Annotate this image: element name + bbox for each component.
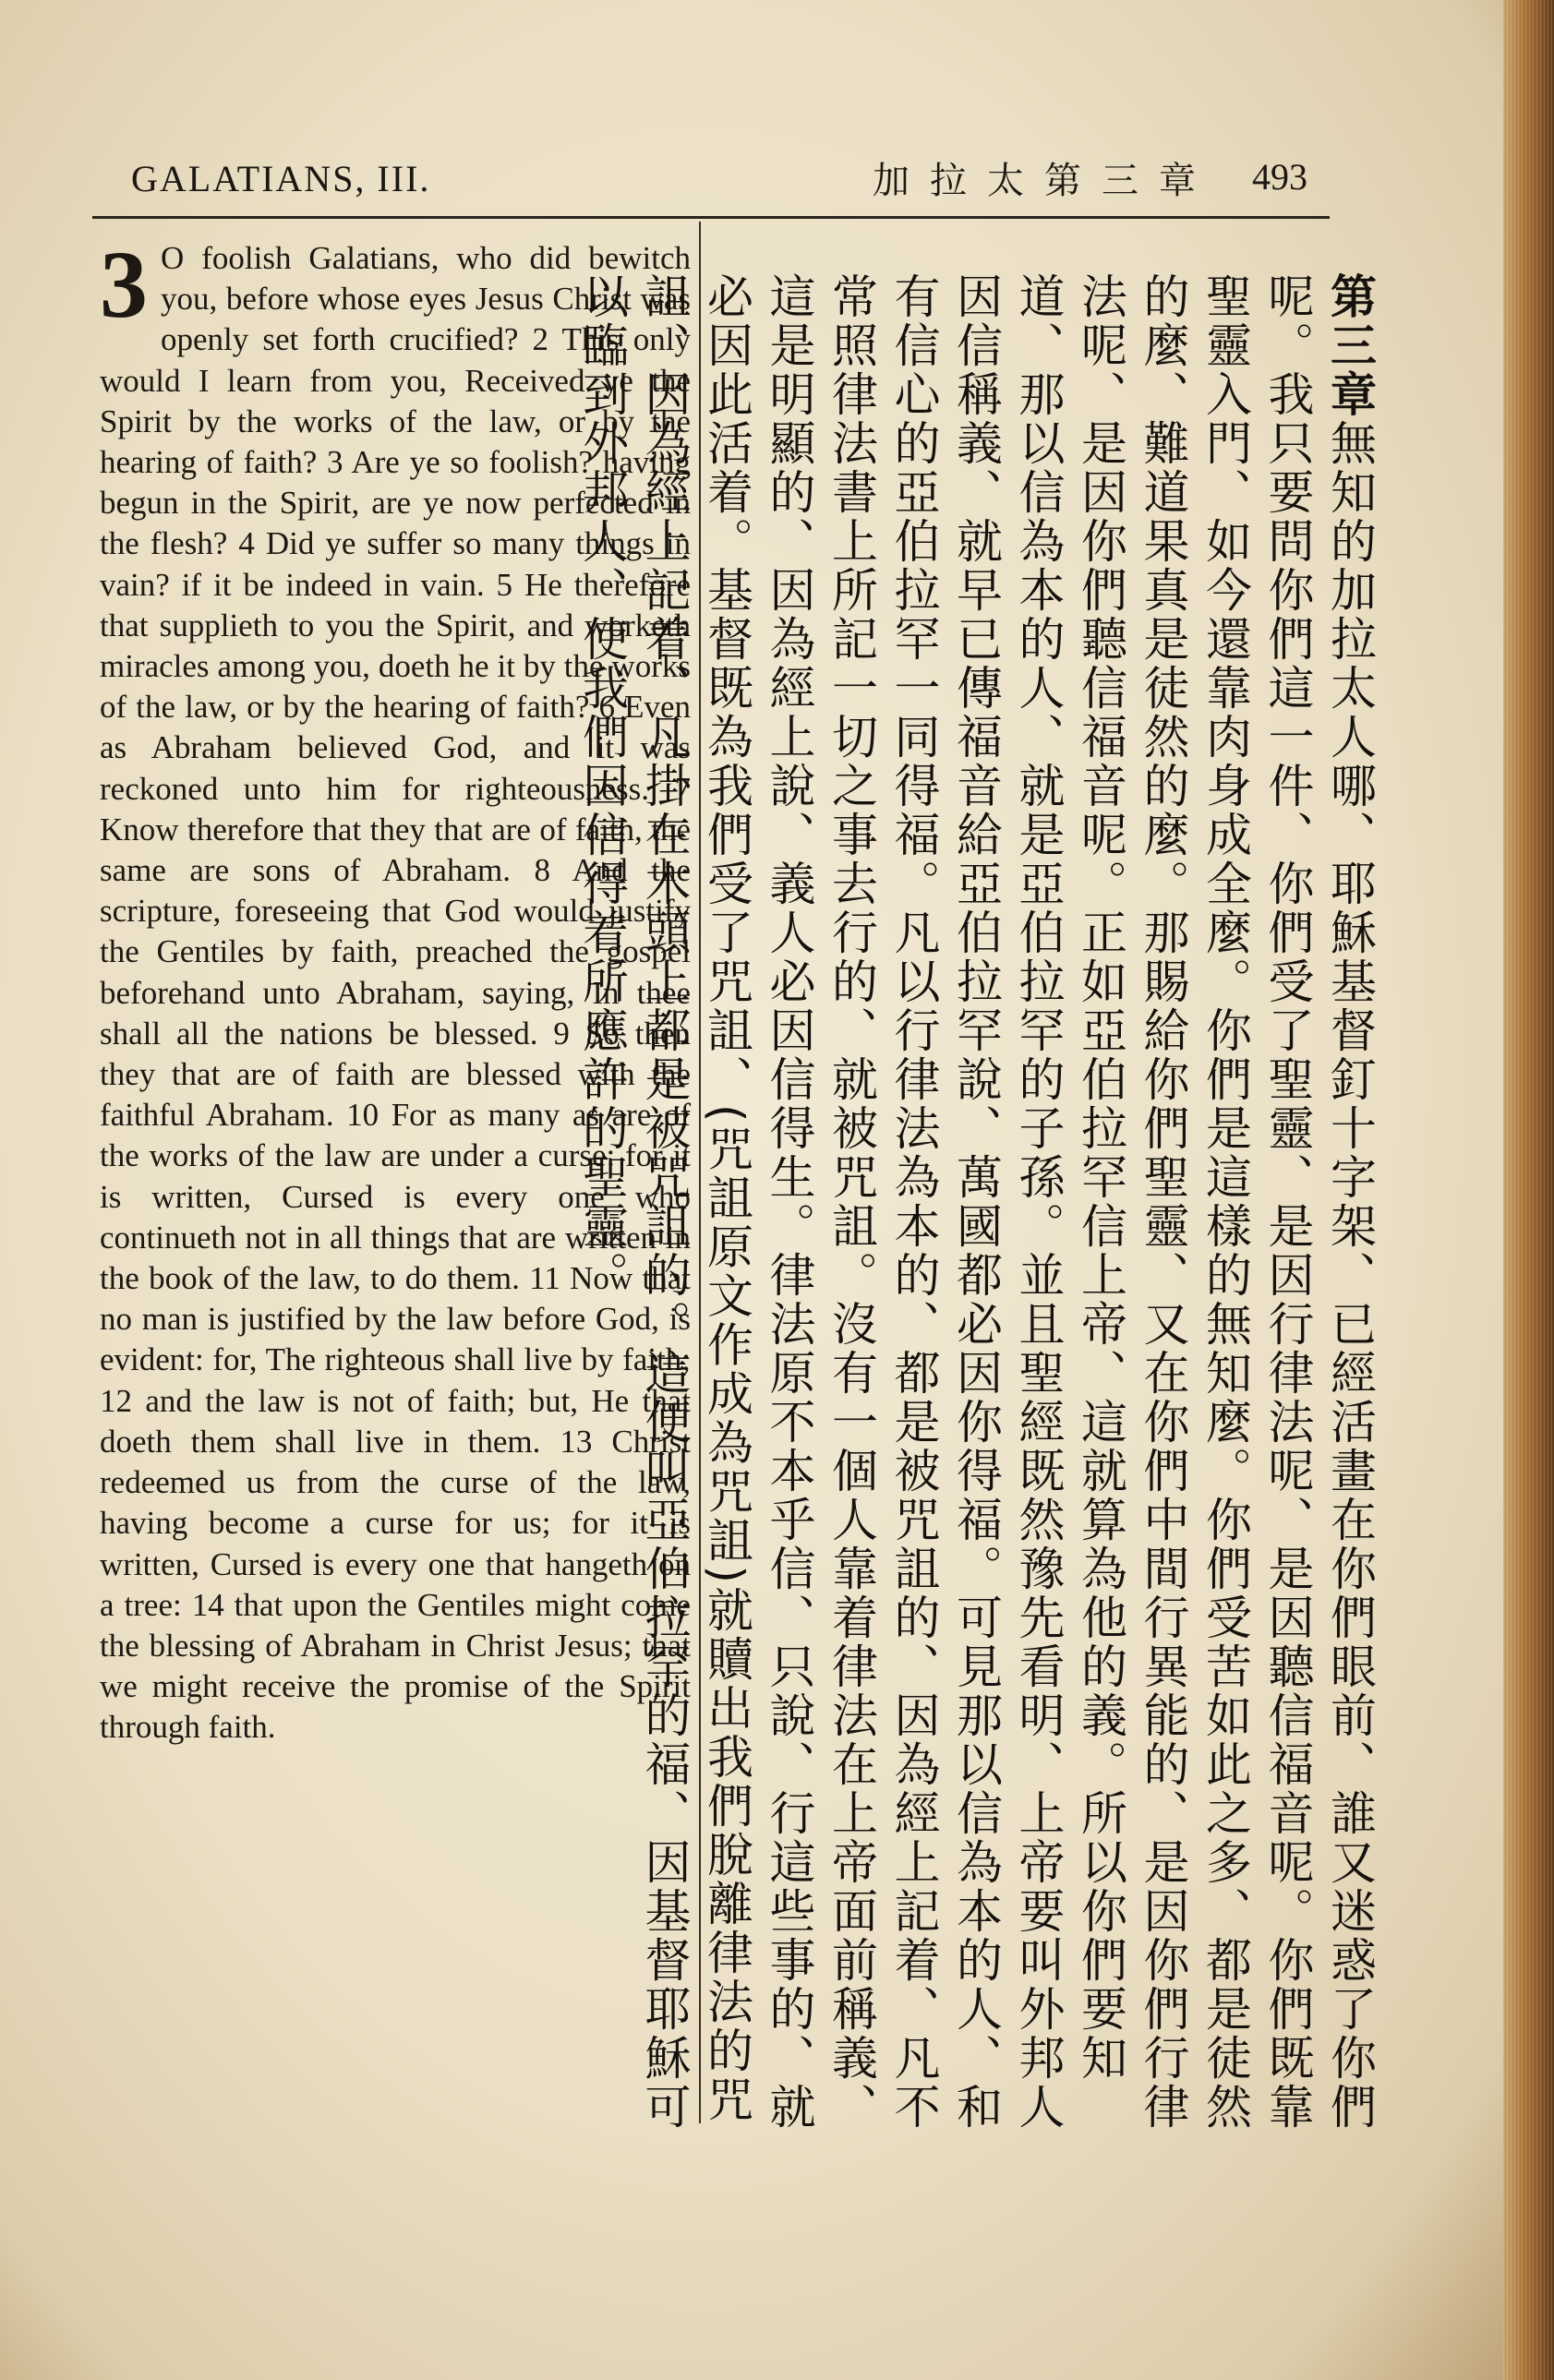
chinese-column bbox=[575, 272, 1380, 2156]
page-number: 493 bbox=[1252, 156, 1307, 198]
chapter-numeral: 3 bbox=[100, 232, 148, 338]
english-verses: O foolish Galatians, who did bewitch you, before whose eyes Jesus Christ was openly set forth crucified? 2 This only would I learn from you, Received ye the Spirit by the works of the law, or by the hearing of faith? 3 Are ye so foolish? having begun in the Spirit, are ye now perfected in the flesh? 4 Did ye suffer so many things in vain? if it be indeed in vain. 5 He therefore that supplieth to you the Spirit, and worketh miracles among you, doeth he it by the works of the law, or by the hearing of faith? 6 Even as Abraham believed God, and it was reckoned unto him for righteousness. 7 Know therefore that they that are of faith, the same are sons of Abraham. 8 And the scripture, foreseeing that God would justify the Gentiles by faith, preached the gospel beforehand unto Abraham, saying, In thee shall all the nations be blessed. 9 So then they that are of faith are blessed with the faithful Abraham. 10 For as many as are of the works of the law are under a curse: for it is written, Cursed is every one who continueth not in all things that are written in the book of the law, to do them. 11 Now that no man is justified by the law before God, is evident: for, The righteous shall live by faith; 12 and the law is not of faith; but, He that doeth them shall live in them. 13 Christ redeemed us from the curse of the law, having become a curse for us; for it is written, Cursed is every one that hangeth on a tree: 14 that upon the Gentiles might come the blessing of Abraham in Christ Jesus; that we might receive the promise of the Spirit through faith. bbox=[100, 240, 691, 1746]
running-head: GALATIANS, III. bbox=[131, 158, 431, 199]
header-rule bbox=[92, 216, 1330, 219]
chinese-chapter-heading: 第三章 bbox=[1323, 272, 1377, 419]
chinese-verses: 無知的加拉太人哪、耶穌基督釘十字架、已經活畫在你們眼前、誰又迷惑了你們呢。我只要問你們這一件、你們受了聖靈、是因行律法呢、是因聽信福音呢。你們既靠聖靈入門、如今還靠肉身成全麼。你們是這樣的無知麼。你們受苦如此之多、都是徒然的麼、難道果真是徒然的麼。那賜給你們聖靈、又在你們中間行異能的、是因你們行律法呢、是因你們聽信福音呢。正如亞伯拉罕信上帝、這就算為他的義。所以你們要知道、那以信為本的人、就是亞伯拉罕的子孫。並且聖經既然豫先看明、上帝要叫外邦人因信稱義、就早已傳福音給亞伯拉罕說、萬國都必因你得福。可見那以信為本的人、和有信心的亞伯拉罕一同得福。凡以行律法為本的、都是被咒詛的、因為經上記着、凡不常照律法書上所記一切之事去行的、就被咒詛。沒有一個人靠着律法在上帝面前稱義、這是明顯的、因為經上說、義人必因信得生。律法原不本乎信、只說、行這些事的、就必因此活着。基督既為我們受了咒詛、(咒詛原文作成為咒詛)就贖出我們脫離律法的咒詛、因為經上記着、凡掛在木頭上都是被咒詛的。這便叫亞伯拉罕的福、因基督耶穌可以臨到外邦人、使我們因信得着所應許的聖靈。 bbox=[575, 272, 1377, 2132]
page-edge-texture bbox=[1503, 0, 1554, 2380]
chinese-running-head: 加拉太第三章 bbox=[873, 160, 1216, 202]
